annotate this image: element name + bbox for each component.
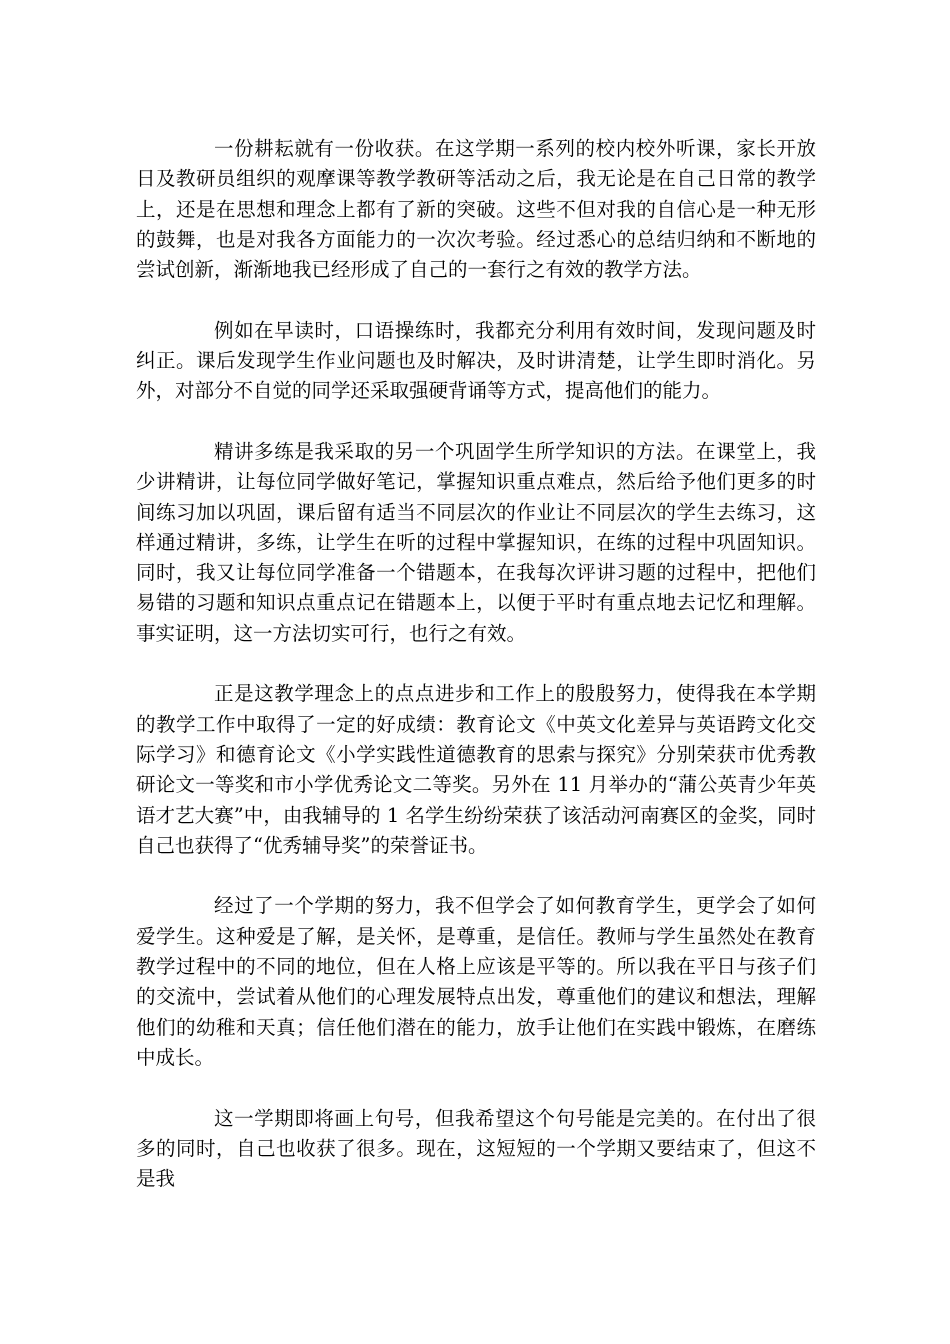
paragraph: 例如在早读时，口语操练时，我都充分利用有效时间，发现问题及时纠正。课后发现学生作业问题也及时解决，及时讲清楚，让学生即时消化。另外，对部分不自觉的同学还采取强硬背诵等方式，提高他们的能力。 [136, 318, 816, 403]
paragraph: 精讲多练是我采取的另一个巩固学生所学知识的方法。在课堂上，我少讲精讲，让每位同学做好笔记，掌握知识重点难点，然后给予他们更多的时间练习加以巩固，课后留有适当不同层次的作业让不同层次的学生去练习，这样通过精讲，多练，让学生在听的过程中掌握知识，在练的过程中巩固知识。同时，我又让每位同学准备一个错题本，在我每次评讲习题的过程中，把他们易错的习题和知识点重点记在错题本上，以便于平时有重点地去记忆和理解。事实证明，这一方法切实可行，也行之有效。 [136, 439, 816, 645]
paragraph: 一份耕耘就有一份收获。在这学期一系列的校内校外听课，家长开放日及教研员组织的观摩课等教学教研等活动之后，我无论是在自己日常的教学上，还是在思想和理念上都有了新的突破。这些不但对我的自信心是一种无形的鼓舞，也是对我各方面能力的一次次考验。经过悉心的总结归纳和不断地的尝试创新，渐渐地我已经形成了自己的一套行之有效的教学方法。 [136, 137, 816, 282]
paragraph: 正是这教学理念上的点点进步和工作上的殷殷努力，使得我在本学期的教学工作中取得了一定的好成绩：教育论文《中英文化差异与英语跨文化交际学习》和德育论文《小学实践性道德教育的思索与探究》分别荣获市优秀教研论文一等奖和市小学优秀论文二等奖。另外在 11 月举办的“蒲公英青少年英语才艺大赛”中，由我辅导的 1 名学生纷纷荣获了该活动河南赛区的金奖，同时自己也获得了“优秀辅导奖”的荣誉证书。 [136, 682, 816, 857]
paragraph: 经过了一个学期的努力，我不但学会了如何教育学生，更学会了如何爱学生。这种爱是了解，是关怀，是尊重，是信任。教师与学生虽然处在教育教学过程中的不同的地位，但在人格上应该是平等的。所以我在平日与孩子们的交流中，尝试着从他们的心理发展特点出发，尊重他们的建议和想法，理解他们的幼稚和天真；信任他们潜在的能力，放手让他们在实践中锻炼，在磨练中成长。 [136, 894, 816, 1069]
document-body [136, 134, 816, 1225]
paragraph: 这一学期即将画上句号，但我希望这个句号能是完美的。在付出了很多的同时，自己也收获了很多。现在，这短短的一个学期又要结束了，但这不是我 [136, 1106, 816, 1191]
